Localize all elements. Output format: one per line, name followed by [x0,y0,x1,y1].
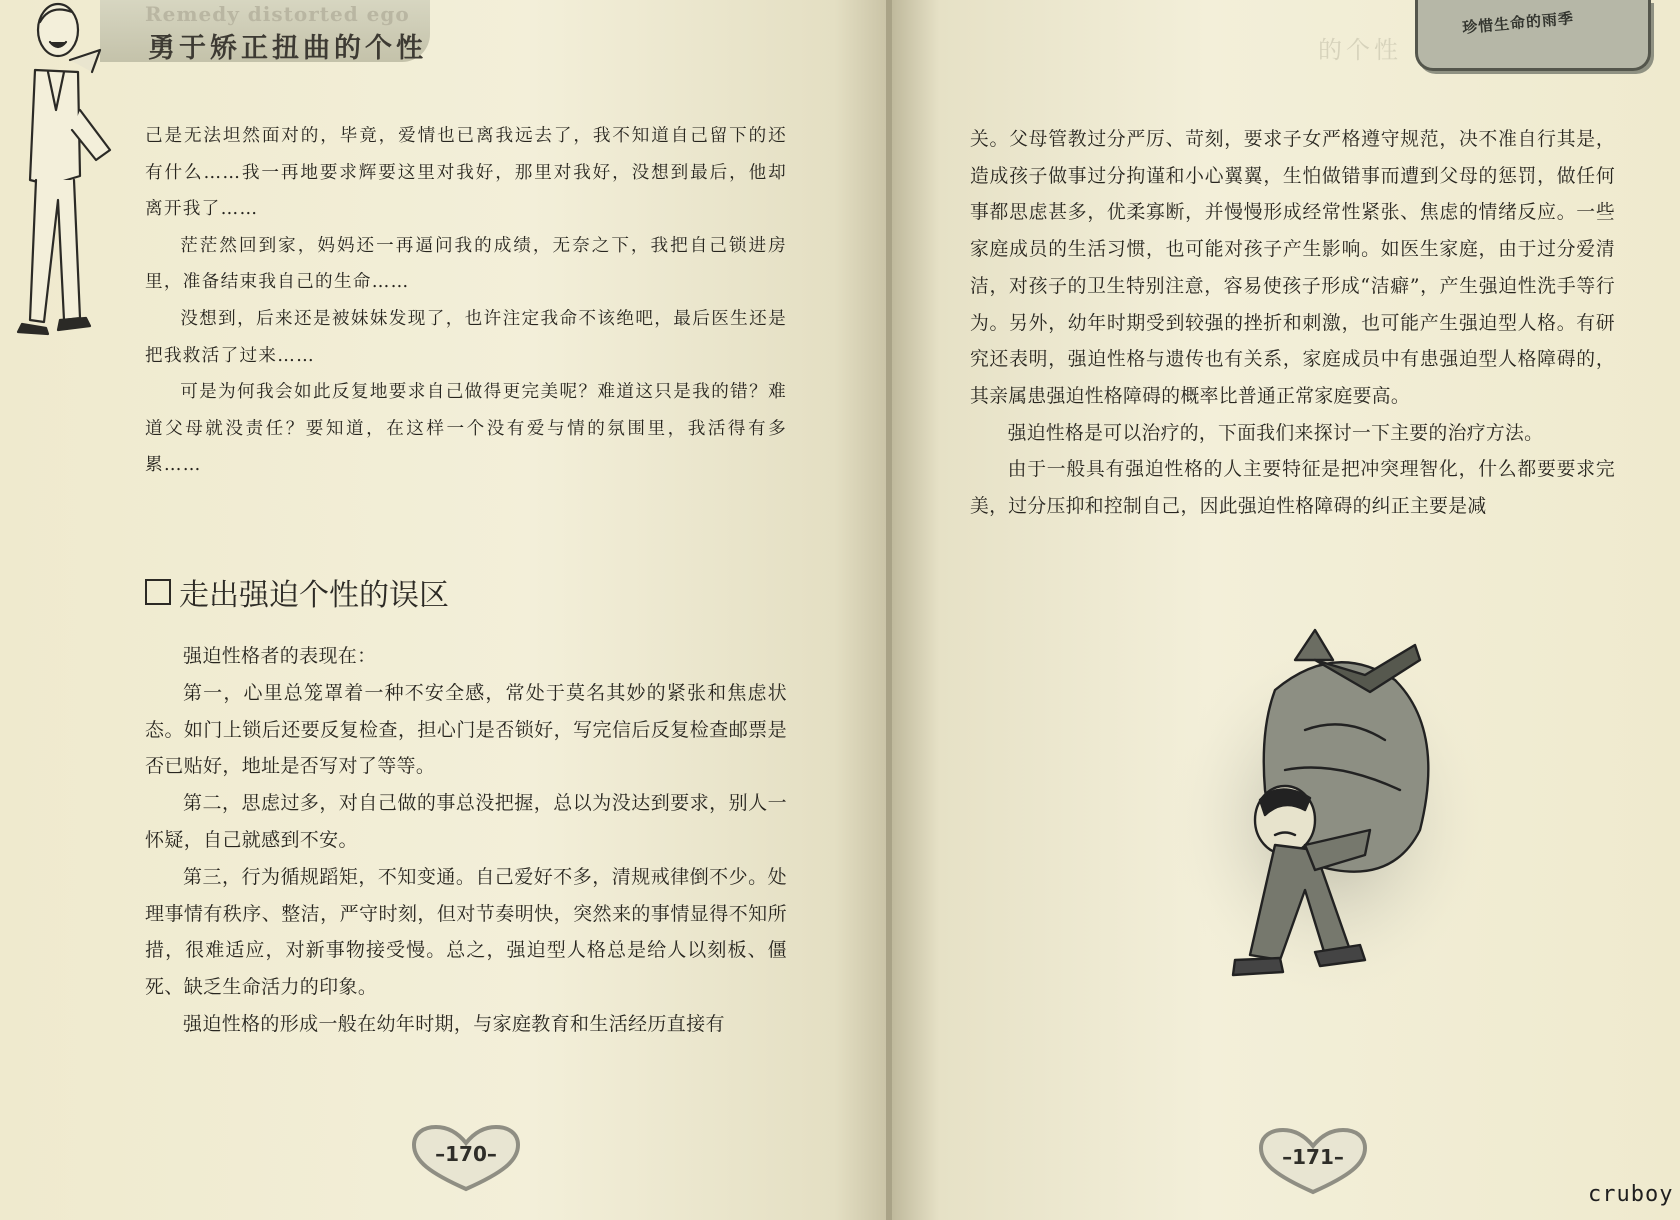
paragraph: 茫茫然回到家，妈妈还一再逼问我的成绩，无奈之下，我把自己锁进房里，准备结束我自己的生命…… [145,235,787,293]
paragraph: 第一，心里总笼罩着一种不安全感，常处于莫名其妙的紧张和焦虑状态。如门上锁后还要反复检查，担心门是否锁好，写完信后反复检查邮票是否已贴好，地址是否写对了等等。 [145,681,787,778]
right-text [970,122,1615,526]
left-text-bottom [145,638,787,1043]
section-heading [145,570,449,614]
page-number-badge-right [1257,1128,1369,1196]
paragraph: 由于一般具有强迫性格的人主要特征是把冲突理智化，什么都要要求完美，过分压抑和控制自己，因此强迫性格障碍的纠正主要是减 [970,459,1615,518]
header-english: Remedy distorted ego [145,2,410,26]
page-number-left: –170– [435,1142,497,1166]
section-heading-text: 走出强迫个性的误区 [179,578,449,613]
ghost-header-bleed: 的个性 [1318,36,1402,64]
page-number-badge-left [410,1125,522,1193]
paragraph: 可是为何我会如此反复地要求自己做得更完美呢？难道这只是我的错？难道父母就没责任？要知道，在这样一个没有爱与情的氛围里，我活得有多累…… [145,382,787,476]
paragraph: 第二，思虑过多，对自己做的事总没把握，总以为没达到要求，别人一怀疑，自己就感到不安。 [145,792,787,851]
boy-carrying-heavy-bag-illustration [1165,620,1495,1010]
left-text-top [145,118,787,484]
paragraph: 强迫性格的形成一般在幼年时期，与家庭教育和生活经历直接有 [183,1012,725,1035]
paragraph: 关。父母管教过分严厉、苛刻，要求子女严格遵守规范，决不准自行其是，造成孩子做事过分拘谨和小心翼翼，生怕做错事而遭到父母的惩罚，做任何事都思虑甚多，优柔寡断，并慢慢形成经常性紧张、焦虑的情绪反应。一些家庭成员的生活习惯，也可能对孩子产生影响。如医生家庭，由于过分爱清洁，对孩子的卫生特别注意，容易使孩子形成“洁癖”，产生强迫性洗手等行为。另外，幼年时期受到较强的挫折和刺激，也可能产生强迫型人格。有研究还表明，强迫性格与遗传也有关系，家庭成员中有患强迫型人格障碍的，其亲属患强迫性格障碍的概率比普通正常家庭要高。 [970,129,1615,407]
paragraph: 强迫性格是可以治疗的，下面我们来探讨一下主要的治疗方法。 [1007,422,1544,444]
square-bullet-icon [145,579,171,605]
page-number-right: –171– [1282,1145,1344,1169]
paragraph: 强迫性格者的表现在： [183,645,377,667]
header-chinese: 勇于矫正扭曲的个性 [148,33,427,64]
header-tag-text: 珍惜生命的雨季 [1461,9,1575,37]
watermark: cruboy [1588,1182,1674,1207]
paragraph: 己是无法坦然面对的，毕竟，爱情也已离我远去了，我不知道自己留下的还有什么……我一再地要求辉要这里对我好，那里对我好，没想到最后，他却离开我了…… [145,126,787,220]
paragraph: 第三，行为循规蹈矩，不知变通。自己爱好不多，清规戒律倒不少。处理事情有秩序、整洁，严守时刻，但对节奏明快，突然来的事情显得不知所措，很难适应，对新事物接受慢。总之，强迫型人格总是给人以刻板、僵死、缺乏生命活力的印象。 [145,865,787,999]
cartoon-man-illustration [0,0,130,365]
paragraph: 没想到，后来还是被妹妹发现了，也许注定我命不该绝吧，最后医生还是把我救活了过来…… [145,308,787,366]
